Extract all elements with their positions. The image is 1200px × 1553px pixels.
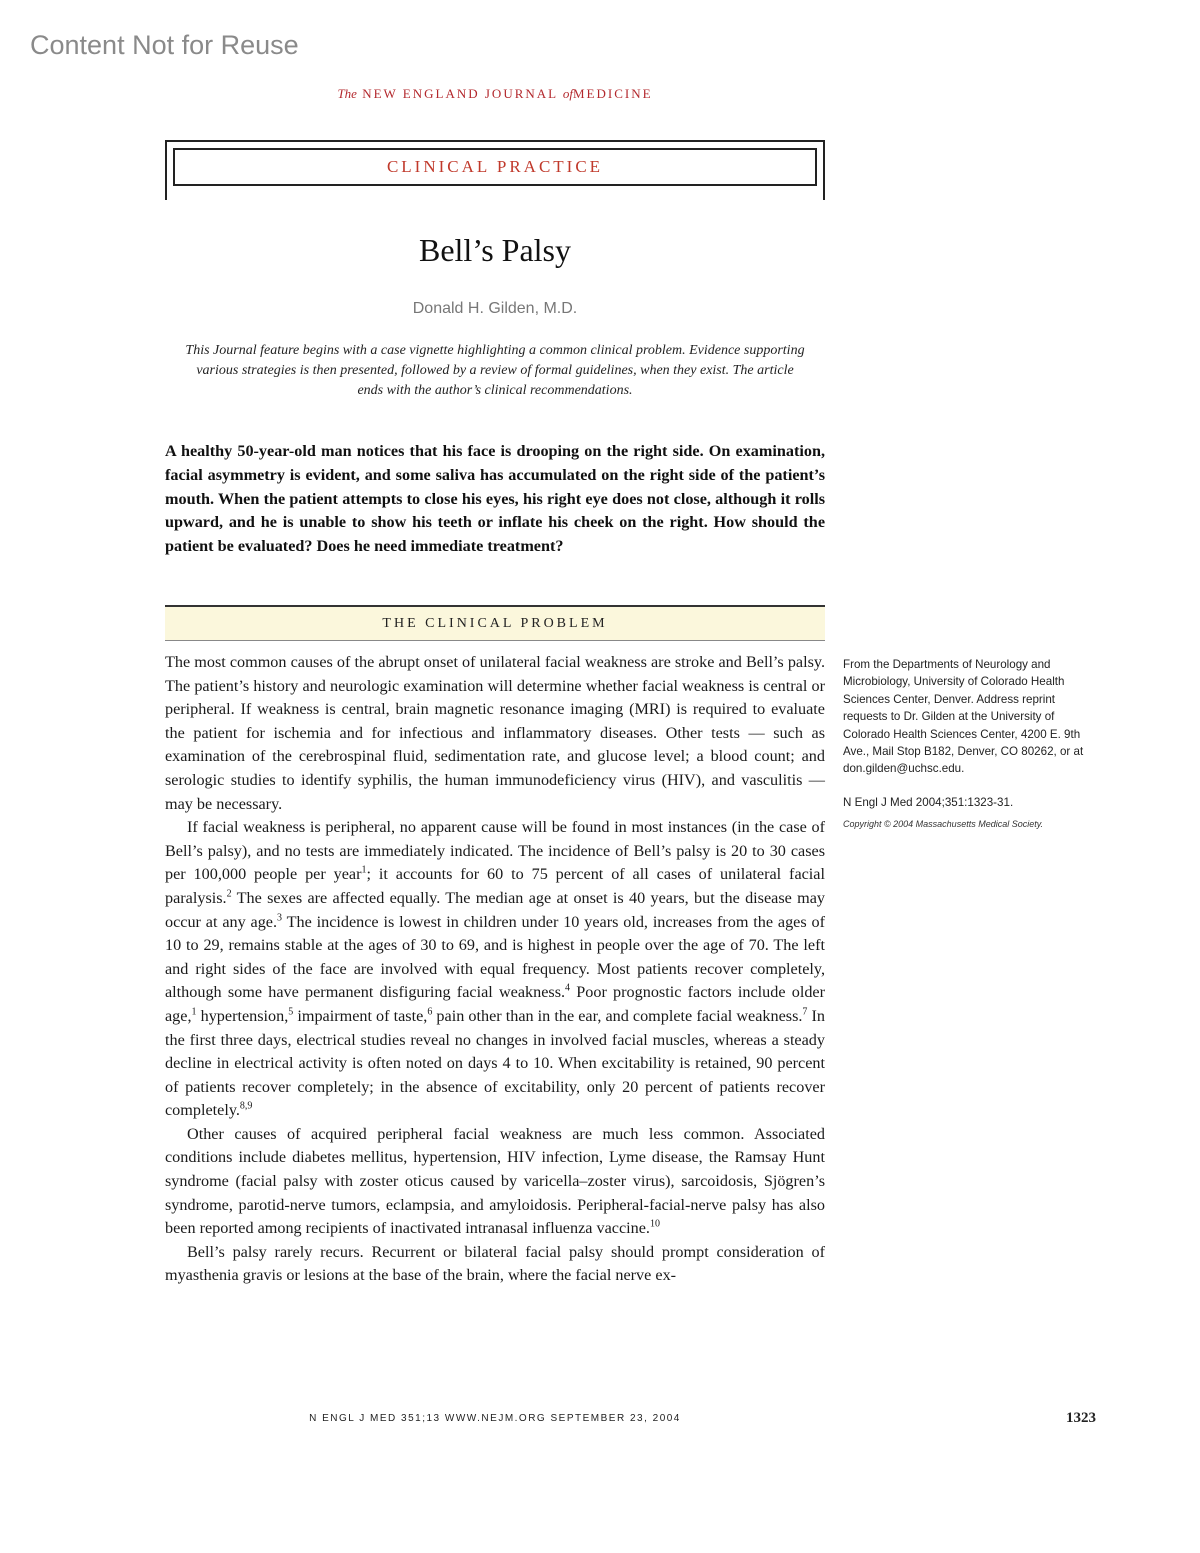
reference-superscript: 6 [427, 1006, 433, 1018]
text-run: Poor prognostic factors include older age, [165, 983, 825, 1025]
reference-superscript: 5 [288, 1006, 294, 1018]
text-run: The incidence is lowest in children under 10 years old, increases from the ages of 10 to 29, remains stable at the ages of 30 to 69, and is highest in people over the age of 70. The left and right sides of the face are involved with equal frequency. Most patients recover completely, although some have permanent disfiguring facial weakness. [165, 912, 825, 1002]
text-run: In the first three days, electrical studies reveal no changes in involved facial muscles, whereas a steady decline in electrical activity is often noted on days 4 to 10. When excitability is retained, 90 percent of patients recover completely; in the absence of excitability, only 20 percent of patients recover completely. [165, 1006, 825, 1120]
reference-superscript: 3 [277, 912, 283, 924]
journal-header-name-b: MEDICINE [573, 86, 653, 101]
running-footer: N ENGL J MED 351;13 WWW.NEJM.ORG SEPTEMBER 23, 2004 [309, 1413, 681, 1424]
article-author: Donald H. Gilden, M.D. [412, 300, 578, 317]
text-run: Other causes of acquired peripheral facial weakness are much less common. Associated conditions include diabetes mellitus, hypertension, HIV infection, Lyme disease, the Ramsay Hunt syndrome (facial palsy with zoster oticus caused by varicella–zoster virus), sarcoidosis, Sjögren’s syndrome, parotid-nerve tumors, eclampsia, and amyloidosis. Peripheral-facial-nerve palsy has also been reported among recipients of inactivated intranasal influenza vaccine. [165, 1124, 825, 1238]
journal-header [165, 86, 825, 102]
text-run: hypertension, [196, 1006, 289, 1025]
text-run: pain other than in the ear, and complete facial weakness. [432, 1006, 803, 1025]
reference-superscript: 1 [191, 1006, 197, 1018]
journal-header-the: The [337, 86, 357, 101]
text-run: impairment of taste, [293, 1006, 428, 1025]
text-run: The sexes are affected equally. The median age at onset is 40 years, but the disease may occur at any age. [165, 888, 825, 931]
watermark: Content Not for Reuse [30, 30, 299, 60]
article-body [165, 651, 825, 1288]
reference-superscript: 8,9 [239, 1100, 253, 1112]
reference-superscript: 7 [802, 1006, 808, 1018]
section-label: CLINICAL PRACTICE [173, 148, 817, 186]
journal-header-name-a: NEW ENGLAND JOURNAL [362, 86, 558, 101]
section-box [165, 140, 825, 200]
text-run: If facial weakness is peripheral, no apparent cause will be found in most instances (in the case of Bell’s palsy), and no tests are immediately indicated. The incidence of Bell’s palsy is 20 to 30 cases per 100,000 people per year [165, 818, 825, 884]
reference-superscript: 1 [361, 864, 367, 876]
paragraph-1: The most common causes of the abrupt onset of unilateral facial weakness are stroke and Bell’s palsy. The patient’s history and neurologic examination will determine whether facial weakness is central or peripheral. If weakness is central, brain magnetic resonance imaging (MRI) is required to evaluate the patient for ischemia and for infectious and inflammatory diseases. Other tests — such as examination of the cerebrospinal fluid, sedimentation rate, and glucose level; a blood count; and serologic studies to identify syphilis, the human immunodeficiency virus (HIV), and vasculitis — may be necessary. [165, 653, 825, 813]
journal-header-of: of [562, 86, 573, 101]
page-number: 1323 [1066, 1410, 1096, 1426]
article-title: Bell’s Palsy [418, 232, 571, 268]
copyright: Copyright © 2004 Massachusetts Medical Society. [843, 819, 1044, 829]
reference-superscript: 4 [565, 982, 571, 994]
paragraph-3 [165, 1123, 825, 1241]
affiliation-text: From the Departments of Neurology and Microbiology, University of Colorado Health Sciences Center, Denver. Address reprint requests to Dr. Gilden at the University of Colorado Health Sciences Center, 4200 E. 9th Ave., Mail Stop B182, Denver, CO 80262, or at don.gilden@uchsc.edu. [843, 658, 1084, 776]
author-affiliation [843, 656, 1098, 778]
reference-superscript: 10 [649, 1218, 660, 1230]
paragraph-2 [165, 816, 825, 1123]
paragraph-4: Bell’s palsy rarely recurs. Recurrent or bilateral facial palsy should prompt consideration of myasthenia gravis or lesions at the base of the brain, where the facial nerve ex- [165, 1242, 825, 1285]
section-heading-clinical-problem: THE CLINICAL PROBLEM [165, 605, 825, 641]
case-vignette: A healthy 50-year-old man notices that his face is drooping on the right side. On examination, facial asymmetry is evident, and some saliva has accumulated on the right side of the patient’s mouth. When the patient attempts to close his eyes, his right eye does not close, although it rolls upward, and he is unable to show his teeth or inflate his cheek on the right. How should the patient be evaluated? Does he need immediate treatment? [165, 442, 825, 556]
reference-superscript: 2 [226, 888, 232, 900]
text-run: ; it accounts for 60 to 75 percent of all cases of unilateral facial paralysis. [165, 865, 825, 907]
feature-note: This Journal feature begins with a case vignette highlighting a common clinical problem. Evidence supporting various strategies is then presented, followed by a review of formal guidelines, when they exist. The article ends with the author’s clinical recommendations. [185, 343, 805, 398]
citation: N Engl J Med 2004;351:1323-31. [843, 796, 1014, 809]
